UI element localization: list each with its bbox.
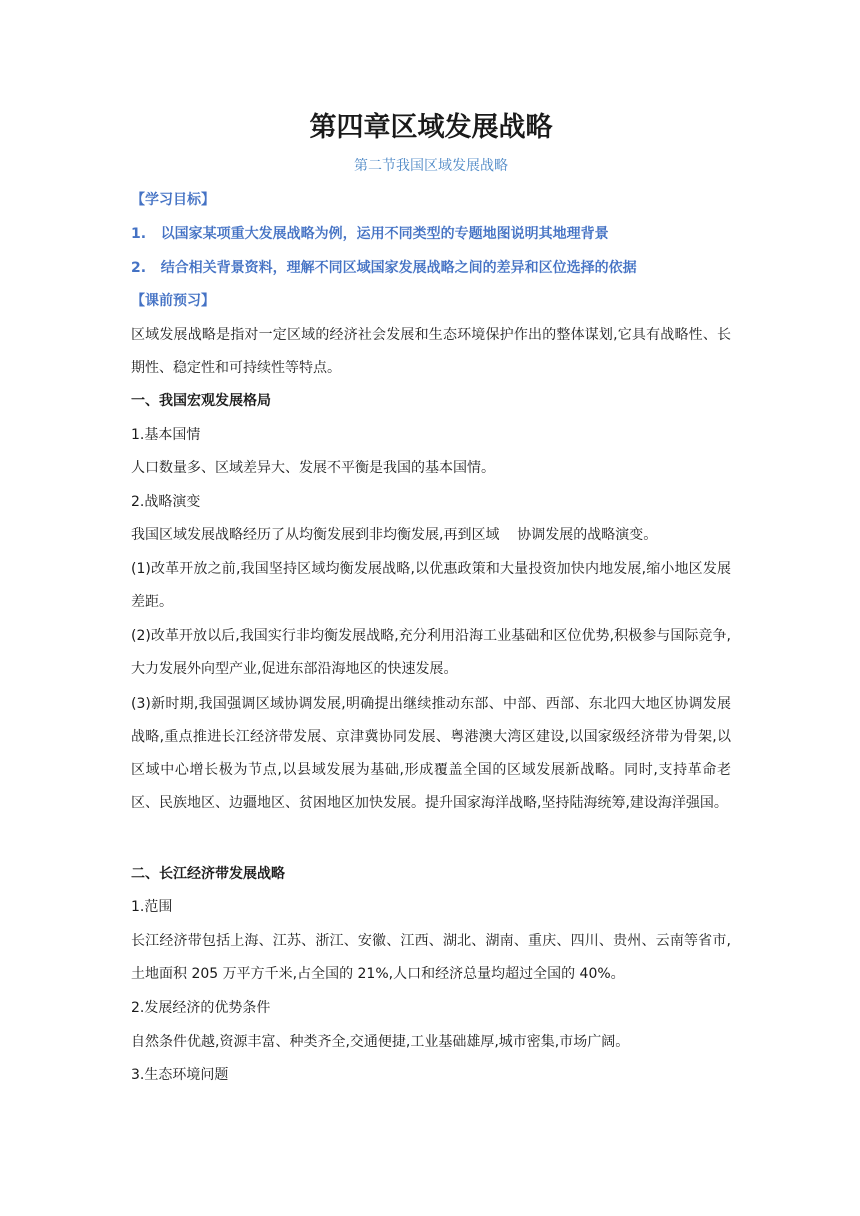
section2-sub2-label: 2.发展经济的优势条件: [131, 1000, 271, 1016]
preview-intro: 区域发展战略是指对一定区域的经济社会发展和生态环境保护作出的整体谋划,它具有战略性、长期性、稳定性和可持续性等特点。: [131, 327, 731, 376]
section1-sub1-text: 人口数量多、区域差异大、发展不平衡是我国的基本国情。: [131, 460, 495, 476]
objective-text: 以国家某项重大发展战略为例，运用不同类型的专题地图说明其地理背景: [160, 226, 609, 242]
section2-sub3-label: 3.生态环境问题: [131, 1067, 229, 1083]
section1-heading: 一、我国宏观发展格局: [131, 393, 271, 409]
section1-sub2-text: 我国区域发展战略经历了从均衡发展到非均衡发展,再到区域 协调发展的战略演变。: [131, 527, 658, 543]
section2-sub1-text: 长江经济带包括上海、江苏、浙江、安徽、江西、湖北、湖南、重庆、四川、贵州、云南等省市,土地面积 205 万平方千米,占全国的 21%,人口和经济总量均超过全国的 40%。: [131, 933, 731, 982]
section1-sub2-label: 2.战略演变: [131, 494, 201, 510]
objective-number: 1.: [131, 226, 147, 242]
objectives-heading: 【学习目标】: [131, 192, 215, 208]
section2-sub1-label: 1.范围: [131, 899, 173, 915]
objective-number: 2.: [131, 260, 147, 276]
preview-heading: 【课前预习】: [131, 293, 215, 309]
objective-text: 结合相关背景资料，理解不同区域国家发展战略之间的差异和区位选择的依据: [160, 260, 637, 276]
section2-sub2-text: 自然条件优越,资源丰富、种类齐全,交通便捷,工业基础雄厚,城市密集,市场广阔。: [131, 1034, 630, 1050]
section2-heading: 二、长江经济带发展战略: [131, 866, 285, 882]
objective-item-1: [131, 218, 731, 251]
section1-paragraph-3: (3)新时期,我国强调区域协调发展,明确提出继续推动东部、中部、西部、东北四大地区协调发展战略,重点推进长江经济带发展、京津冀协同发展、粤港澳大湾区建设,以国家级经济带为骨架,以区域中心增长极为节点,以县域发展为基础,形成覆盖全国的区域发展新战略。同时,支持革命老区、民族地区、边疆地区、贫困地区加快发展。提升国家海洋战略,坚持陆海统筹,建设海洋强国。: [131, 696, 731, 811]
section-subtitle: 第二节我国区域发展战略: [354, 158, 508, 174]
section1-paragraph-1: (1)改革开放之前,我国坚持区域均衡发展战略,以优惠政策和大量投资加快内地发展,缩小地区发展差距。: [131, 561, 731, 610]
chapter-title: 第四章区域发展战略: [309, 112, 553, 143]
objective-item-2: [131, 252, 731, 285]
section1-sub1-label: 1.基本国情: [131, 427, 201, 443]
section1-paragraph-2: (2)改革开放以后,我国实行非均衡发展战略,充分利用沿海工业基础和区位优势,积极参与国际竞争,大力发展外向型产业,促进东部沿海地区的快速发展。: [131, 628, 731, 677]
